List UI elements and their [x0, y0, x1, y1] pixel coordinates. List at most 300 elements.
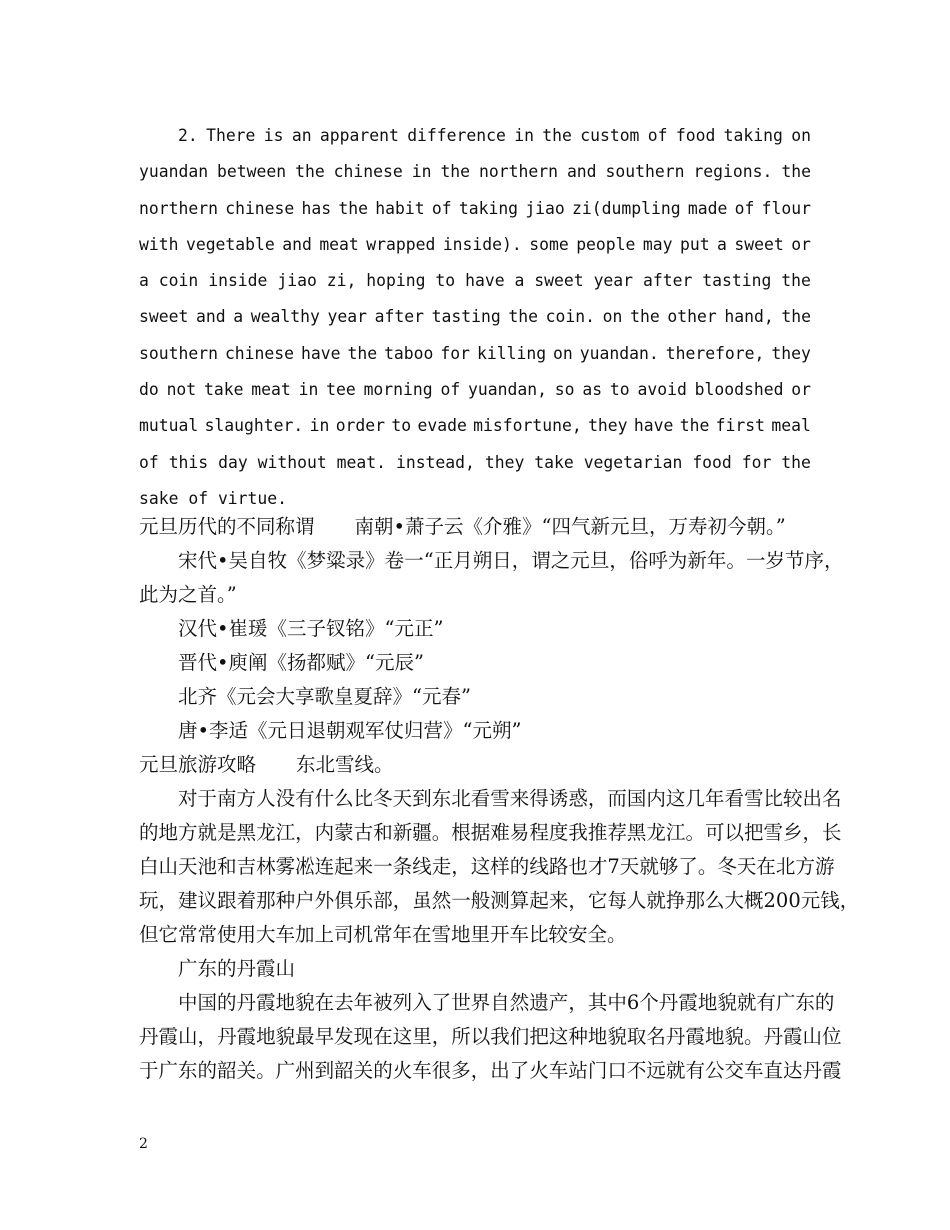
glyph: 程	[529, 821, 549, 844]
word: have	[633, 416, 674, 436]
glyph: 序	[804, 549, 824, 572]
glyph: 口	[607, 1059, 627, 1082]
glyph: 朔	[472, 549, 493, 572]
chinese-section	[139, 510, 860, 1088]
glyph: 天	[736, 855, 757, 878]
glyph: 走	[431, 855, 452, 878]
word: on	[602, 307, 623, 327]
word: the	[508, 307, 539, 327]
glyph: 一	[451, 889, 471, 912]
word: sweet	[534, 271, 584, 291]
paragraph-line	[139, 986, 835, 1020]
glyph: 《	[287, 549, 307, 572]
text-line	[139, 408, 811, 444]
glyph: 6	[626, 991, 640, 1014]
glyph: 霞	[685, 1025, 705, 1048]
glyph: 条	[392, 855, 413, 878]
glyph: 把	[743, 821, 764, 844]
glyph: 关	[353, 1059, 374, 1082]
word: coin.	[545, 307, 596, 327]
glyph: 据	[470, 821, 491, 844]
glyph: ，	[197, 1025, 218, 1048]
glyph: 车	[743, 1059, 764, 1082]
glyph: 正	[433, 549, 454, 572]
word: tasting	[702, 271, 772, 291]
glyph: 个	[639, 991, 659, 1014]
word: of	[647, 126, 668, 145]
word: of	[431, 198, 452, 218]
text-line	[139, 372, 811, 408]
paragraph-line: 但它常常使用大车加上司机常年在雪地里开车比较安全。	[139, 923, 627, 946]
glyph: 丹	[236, 991, 257, 1014]
glyph: ，	[392, 889, 413, 912]
glyph: 火	[529, 1059, 549, 1082]
glyph: 跟	[217, 889, 237, 912]
glyph: 梦	[306, 549, 327, 572]
word: regions.	[693, 162, 773, 182]
paragraph-line	[139, 782, 842, 816]
glyph: 易	[509, 821, 530, 844]
glyph: ，	[511, 549, 532, 572]
word: inside	[208, 271, 268, 291]
word: hoping	[366, 271, 426, 291]
word: take	[203, 380, 244, 400]
glyph: 着	[236, 889, 257, 912]
word: tee	[326, 380, 356, 400]
glyph: 乡	[783, 821, 803, 844]
glyph: 这	[392, 1025, 413, 1048]
word: difference	[407, 126, 506, 145]
glyph: 关	[236, 1059, 257, 1082]
word: day	[218, 452, 248, 472]
glyph: 惑	[568, 787, 588, 810]
word: northern	[139, 198, 218, 218]
glyph: 界	[470, 991, 491, 1014]
word: the	[440, 162, 471, 182]
glyph: 了	[678, 855, 698, 878]
glyph: 其	[587, 991, 608, 1014]
word: put	[679, 234, 710, 254]
word: they	[484, 452, 525, 472]
glyph: 》	[365, 549, 385, 572]
text-line	[139, 299, 811, 335]
word: a	[233, 307, 244, 327]
word: in	[298, 380, 319, 400]
glyph: 江	[275, 821, 296, 844]
glyph: 这	[470, 855, 491, 878]
glyph: 被	[373, 991, 393, 1014]
glyph: 我	[568, 821, 588, 844]
glyph: 东	[178, 1059, 198, 1082]
glyph: ，	[295, 821, 315, 844]
glyph: 来	[353, 855, 374, 878]
glyph: 线	[412, 855, 432, 878]
glyph: 有	[685, 1059, 705, 1082]
glyph: 部	[373, 889, 393, 912]
glyph: 以	[724, 821, 744, 844]
word: other	[667, 307, 717, 327]
glyph: 游	[814, 855, 835, 878]
word: and	[196, 307, 226, 327]
glyph: 不	[626, 1059, 647, 1082]
glyph: 200	[763, 889, 801, 912]
word: take	[534, 452, 574, 472]
glyph: 呼	[648, 549, 668, 572]
glyph: 线	[529, 855, 549, 878]
glyph: 冬	[373, 787, 393, 810]
glyph: 世	[451, 991, 471, 1014]
glyph: 霞	[822, 1059, 842, 1082]
glyph: 了	[431, 991, 452, 1014]
page-number: 2	[139, 1136, 148, 1152]
glyph: 位	[822, 1025, 842, 1048]
word: have	[465, 271, 505, 291]
glyph: 方	[795, 855, 815, 878]
word: after	[374, 307, 425, 327]
paragraph-line	[139, 816, 842, 850]
glyph: 韶	[334, 1059, 354, 1082]
glyph: 钱	[820, 889, 840, 912]
glyph: 就	[197, 821, 218, 844]
glyph: ，	[802, 821, 823, 844]
glyph: 在	[373, 1025, 393, 1048]
glyph: ，	[431, 1025, 452, 1048]
word: morning	[363, 380, 433, 400]
word: the	[630, 307, 660, 327]
word: a	[139, 271, 149, 291]
glyph: 样	[490, 855, 510, 878]
glyph: 年	[706, 549, 727, 572]
paragraph-line	[139, 1054, 842, 1088]
glyph: 内	[646, 787, 666, 810]
glyph: 之	[550, 549, 571, 572]
word: zi(dumpling	[572, 198, 681, 218]
glyph: 粱	[326, 549, 346, 572]
glyph: 达	[783, 1059, 803, 1082]
glyph: 疆	[412, 821, 432, 844]
glyph: 根	[451, 821, 471, 844]
glyph: 丹	[665, 1025, 686, 1048]
glyph: 中	[607, 991, 627, 1014]
glyph: 站	[568, 1059, 588, 1082]
word: zi,	[326, 271, 357, 291]
glyph: 黑	[236, 821, 257, 844]
glyph: 岁	[765, 549, 785, 572]
glyph: 。	[743, 1025, 764, 1048]
glyph: 龙	[256, 821, 276, 844]
word: jiao	[525, 198, 565, 218]
glyph: 江	[665, 821, 686, 844]
glyph: 看	[470, 787, 491, 810]
travel-heading-line	[139, 748, 819, 782]
glyph: 火	[392, 1059, 413, 1082]
word: food	[692, 452, 732, 472]
glyph: 玩	[139, 889, 159, 912]
glyph: 。	[726, 549, 746, 572]
word: to	[435, 271, 456, 291]
glyph: 黑	[626, 821, 647, 844]
glyph: 遗	[529, 991, 549, 1014]
glyph: 州	[295, 1059, 315, 1082]
glyph: 天	[178, 855, 198, 878]
word: has	[301, 198, 332, 218]
glyph: 。	[697, 855, 718, 878]
glyph: 诱	[548, 787, 569, 810]
glyph: 挣	[665, 889, 686, 912]
glyph: 得	[529, 787, 549, 810]
glyph: 去	[334, 991, 354, 1014]
glyph: 古	[353, 821, 374, 844]
glyph: 推	[587, 821, 608, 844]
word: apparent	[319, 126, 399, 145]
glyph: 这	[665, 787, 686, 810]
glyph: •	[217, 549, 229, 572]
glyph: 们	[509, 1025, 530, 1048]
glyph: ，	[824, 549, 844, 572]
word: wrapped	[366, 234, 436, 254]
glyph: 林	[256, 855, 276, 878]
glyph: 可	[704, 821, 725, 844]
glyph: ，	[609, 549, 629, 572]
glyph: 的	[814, 991, 835, 1014]
glyph: 冬	[717, 855, 737, 878]
glyph: ，	[158, 889, 179, 912]
glyph: 7	[607, 855, 620, 878]
glyph: 以	[470, 1025, 491, 1048]
glyph: 新	[687, 549, 707, 572]
word: chinese	[333, 162, 403, 182]
word: food	[675, 126, 716, 145]
glyph: 议	[197, 889, 218, 912]
section-subheading: 东北雪线。	[296, 753, 394, 776]
word: a	[717, 234, 727, 254]
glyph: 的	[217, 991, 237, 1014]
glyph: 地	[704, 1025, 725, 1048]
glyph: 俱	[334, 889, 354, 912]
glyph: 为	[667, 549, 688, 572]
word: for	[741, 452, 772, 472]
glyph: 地	[697, 991, 718, 1014]
glyph: 度	[548, 821, 569, 844]
glyph: 霞	[236, 1025, 257, 1048]
word: yuandan,	[468, 380, 547, 400]
glyph: 地	[275, 991, 296, 1014]
glyph: 外	[314, 889, 335, 912]
word: as	[582, 380, 603, 400]
glyph: 天	[619, 855, 640, 878]
glyph: 发	[334, 1025, 354, 1048]
glyph: 难	[490, 821, 510, 844]
glyph: ，	[587, 787, 608, 810]
glyph: 么	[704, 889, 725, 912]
word: they	[588, 416, 628, 436]
word: a	[514, 271, 525, 291]
word: or	[791, 380, 811, 400]
glyph: 种	[275, 889, 296, 912]
glyph: 所	[451, 1025, 471, 1048]
text-line	[139, 263, 811, 299]
glyph: 和	[217, 855, 237, 878]
glyph: 地	[256, 1025, 276, 1048]
word: instead,	[395, 452, 475, 472]
glyph: 丹	[658, 991, 679, 1014]
glyph: 中	[178, 991, 198, 1014]
glyph: ，	[451, 855, 471, 878]
glyph: 卷	[384, 549, 405, 572]
glyph: 够	[658, 855, 679, 878]
glyph: 到	[412, 787, 432, 810]
word: with	[139, 234, 179, 254]
word: hand,	[724, 307, 774, 327]
word: meat	[319, 234, 359, 254]
glyph: 元	[800, 889, 821, 912]
glyph: 较	[782, 787, 803, 810]
word: on	[791, 126, 811, 145]
glyph: 测	[490, 889, 510, 912]
glyph: 地	[587, 1025, 608, 1048]
glyph: 年	[353, 991, 374, 1014]
word: vegetarian	[583, 452, 683, 472]
name-entry: 北齐《元会大享歌皇夏辞》“元春”	[178, 685, 471, 708]
glyph: 年	[704, 787, 725, 810]
glyph: 长	[822, 821, 842, 844]
glyph: 貌	[295, 991, 315, 1014]
name-entry: 汉代•崔瑗《三子钗铭》“元正”	[178, 617, 444, 640]
word: There	[206, 126, 256, 145]
glyph: 就	[665, 1059, 686, 1082]
glyph: 的	[509, 855, 530, 878]
word: to	[609, 380, 630, 400]
word: is	[263, 126, 284, 145]
glyph: 里	[412, 1025, 432, 1048]
glyph: 而	[607, 787, 627, 810]
glyph: ，	[568, 991, 588, 1014]
word: the	[338, 198, 368, 218]
song-entry-line	[139, 544, 844, 578]
glyph: 么	[334, 787, 354, 810]
text-line	[139, 154, 811, 190]
word: southern	[139, 343, 218, 363]
word: evade	[417, 416, 467, 436]
glyph: 起	[334, 855, 354, 878]
word: chinese	[224, 343, 295, 363]
word: inside).	[442, 234, 522, 254]
word: meat	[251, 380, 291, 400]
glyph: 和	[373, 821, 393, 844]
word: taboo	[384, 343, 434, 363]
text-line: sake of virtue.	[139, 488, 288, 508]
word: of	[734, 198, 755, 218]
glyph: 吴	[228, 549, 249, 572]
glyph: 起	[529, 889, 549, 912]
word: after	[642, 271, 693, 291]
word: the	[679, 416, 710, 436]
glyph: 几	[685, 787, 705, 810]
glyph: 山	[802, 1025, 823, 1048]
glyph: 没	[275, 787, 296, 810]
word: have	[301, 343, 341, 363]
glyph: 旦	[589, 549, 610, 572]
word: of	[139, 452, 159, 472]
glyph: 在	[756, 855, 776, 878]
word: meat.	[336, 452, 387, 472]
glyph: 貌	[724, 1025, 744, 1048]
glyph: 到	[314, 1059, 335, 1082]
glyph: 广	[275, 1059, 296, 1082]
glyph: ，	[470, 1059, 491, 1082]
glyph: 于	[197, 787, 218, 810]
glyph: 虽	[412, 889, 432, 912]
word: killing	[476, 343, 547, 363]
glyph: 每	[607, 889, 627, 912]
word: without	[257, 452, 327, 472]
glyph: 一	[373, 855, 393, 878]
glyph: 蒙	[334, 821, 354, 844]
word: of	[440, 380, 461, 400]
glyph: 国	[626, 787, 647, 810]
word: custom	[580, 126, 640, 145]
glyph: 就	[736, 991, 757, 1014]
text-line	[139, 445, 811, 481]
paragraph-line	[139, 850, 835, 884]
glyph: 就	[646, 889, 666, 912]
glyph: 在	[314, 991, 335, 1014]
word: on	[553, 343, 573, 363]
text-line	[139, 336, 811, 372]
glyph: 一	[404, 549, 424, 572]
word: made	[687, 198, 728, 218]
glyph: 南	[217, 787, 237, 810]
glyph: 于	[139, 1059, 159, 1082]
paragraph-line	[139, 1020, 842, 1054]
glyph: 雪	[743, 787, 764, 810]
glyph: 早	[314, 1025, 335, 1048]
name-entry: 晋代•庾阐《扬都赋》“元辰”	[178, 651, 424, 674]
glyph: 有	[756, 991, 776, 1014]
word: southern	[605, 162, 685, 182]
glyph: 直	[763, 1059, 784, 1082]
glyph: 现	[353, 1025, 374, 1048]
word: and	[282, 234, 312, 254]
word: in	[309, 416, 330, 436]
word: 2.	[178, 126, 198, 145]
glyph: 天	[392, 787, 413, 810]
glyph: 名	[822, 787, 842, 810]
glyph: 霞	[678, 991, 698, 1014]
paragraph-line	[139, 884, 860, 918]
word: the	[781, 452, 811, 472]
glyph: 名	[646, 1025, 666, 1048]
glyph: 列	[392, 991, 413, 1014]
glyph: 车	[412, 1059, 432, 1082]
glyph: 山	[158, 855, 179, 878]
glyph: 产	[548, 991, 569, 1014]
word: this	[168, 452, 209, 472]
glyph: 新	[392, 821, 413, 844]
glyph: 取	[626, 1025, 647, 1048]
glyph: 是	[217, 821, 237, 844]
glyph: 荐	[607, 821, 627, 844]
word: the	[542, 126, 572, 145]
glyph: 方	[178, 821, 198, 844]
word: may	[642, 234, 673, 254]
word: yuandan	[139, 162, 209, 182]
glyph: 北	[775, 855, 796, 878]
glyph: 俗	[628, 549, 649, 572]
word: chinese	[225, 198, 295, 218]
glyph: 算	[509, 889, 530, 912]
word: sweet	[139, 307, 189, 327]
